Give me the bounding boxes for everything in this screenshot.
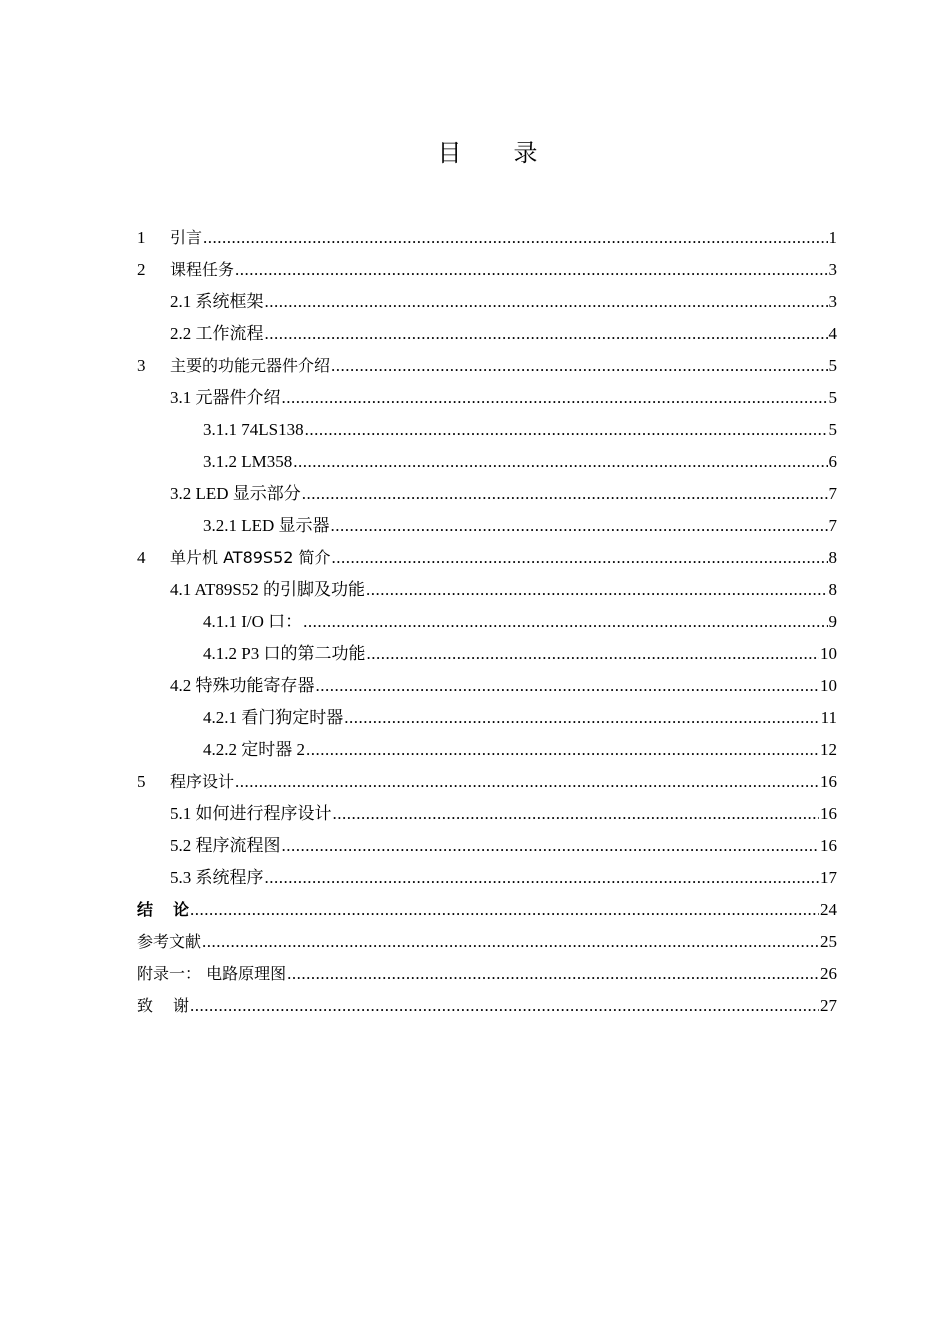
toc-entry-page: 25 [820,932,837,951]
toc-entry-page: 17 [820,868,837,887]
toc-leader-dots [287,958,819,990]
toc-entry-page: 10 [820,644,837,663]
toc-entry-number: 2 [137,260,146,279]
toc-entry-page: 11 [820,708,837,727]
toc-entry-4-2[interactable] [137,670,837,702]
toc-entry-label-char-1: 结 [137,900,154,919]
toc-entry-label: 3.1.1 74LS138 [203,420,304,439]
toc-entry-5-3[interactable] [137,862,837,894]
toc-entry-label: 3.2.1 LED 显示器 [203,516,330,535]
toc-entry-label-char-2: 谢 [173,996,190,1015]
toc-entry-page: 7 [828,516,837,535]
toc-leader-dots [282,382,828,414]
toc-entry-page: 5 [828,356,837,375]
toc-entry-page: 8 [828,580,837,599]
toc-entry-label: 4.2.1 看门狗定时器 [203,708,344,727]
toc-entry-label: 4.2 特殊功能寄存器 [170,676,315,695]
toc-entry-label: 4.1 AT89S52 的引脚及功能 [170,580,366,599]
toc-entry-page: 5 [828,420,837,439]
toc-entry-label: 5.1 如何进行程序设计 [170,804,332,823]
toc-entry-4-2-2[interactable] [137,734,837,766]
toc-leader-dots [302,478,828,510]
toc-entry-page: 5 [828,388,837,407]
toc-entry-4-1-1[interactable] [137,606,837,638]
toc-entry-number: 1 [137,228,146,247]
toc-leader-dots [331,510,828,542]
toc-entry-references[interactable] [137,926,837,958]
toc-leader-dots [333,798,820,830]
toc-entry-label: 附录一： 电路原理图 [137,964,287,983]
toc-entry-page: 12 [820,740,837,759]
toc-entry-label: 5.2 程序流程图 [170,836,281,855]
toc-entry-label-char-2: 论 [173,900,190,919]
toc-entry-3-2-1[interactable] [137,510,837,542]
toc-leader-dots [331,350,827,382]
toc-entry-1[interactable] [137,222,837,254]
toc-entry-page: 16 [820,836,837,855]
toc-entry-label: 2.1 系统框架 [170,292,264,311]
toc-entry-label: 4.2.2 定时器 2 [203,740,305,759]
toc-entry-5-2[interactable] [137,830,837,862]
toc-entry-number: 5 [137,772,146,791]
toc-leader-dots [344,702,819,734]
toc-entry-page: 24 [820,900,837,919]
toc-entry-label: 程序设计 [170,772,235,791]
toc-entry-label [137,894,189,926]
table-of-contents [137,222,837,1022]
toc-entry-label: 参考文献 [137,932,202,951]
toc-entry-label: 主要的功能元器件介绍 [170,356,331,375]
toc-leader-dots [265,286,828,318]
toc-entry-2-2[interactable] [137,318,837,350]
toc-leader-dots [306,734,819,766]
toc-entry-3-1-2[interactable] [137,446,837,478]
toc-leader-dots [282,830,820,862]
toc-entry-label: 3.1.2 LM358 [203,452,293,471]
toc-entry-page: 8 [828,548,837,567]
toc-entry-page: 4 [828,324,837,343]
toc-entry-page: 10 [820,676,837,695]
toc-leader-dots [202,926,819,958]
page-title [0,136,950,170]
toc-entry-label: 单片机 AT89S52 简介 [170,548,331,567]
toc-entry-5-1[interactable] [137,798,837,830]
toc-entry-number: 4 [137,548,146,567]
toc-entry-4[interactable] [137,542,837,574]
toc-entry-label: 2.2 工作流程 [170,324,264,343]
toc-entry-page: 27 [820,996,837,1015]
toc-entry-2-1[interactable] [137,286,837,318]
toc-entry-page: 9 [828,612,837,631]
toc-entry-3-1[interactable] [137,382,837,414]
toc-entry-label [137,990,189,1022]
toc-entry-label: 课程任务 [170,260,235,279]
toc-leader-dots [366,638,819,670]
toc-entry-page: 26 [820,964,837,983]
toc-leader-dots [366,574,827,606]
toc-entry-3[interactable] [137,350,837,382]
toc-leader-dots [235,254,827,286]
toc-entry-label: 4.1.2 P3 口的第二功能 [203,644,366,663]
toc-leader-dots [190,990,819,1022]
toc-entry-3-2[interactable] [137,478,837,510]
toc-entry-label: 3.2 LED 显示部分 [170,484,301,503]
toc-entry-label: 引言 [170,228,203,247]
toc-leader-dots [303,606,827,638]
toc-entry-label: 5.3 系统程序 [170,868,264,887]
toc-leader-dots [265,318,828,350]
toc-entry-4-2-1[interactable] [137,702,837,734]
toc-entry-page: 6 [828,452,837,471]
toc-leader-dots [203,222,827,254]
toc-entry-4-1-2[interactable] [137,638,837,670]
title-char-1: 目 [437,139,462,167]
toc-entry-page: 16 [820,804,837,823]
toc-entry-3-1-1[interactable] [137,414,837,446]
toc-entry-label: 3.1 元器件介绍 [170,388,281,407]
toc-entry-number: 3 [137,356,146,375]
toc-entry-conclusion[interactable] [137,894,837,926]
toc-leader-dots [293,446,827,478]
toc-entry-2[interactable] [137,254,837,286]
toc-entry-label: 4.1.1 I/O 口： [203,612,303,631]
toc-entry-5[interactable] [137,766,837,798]
toc-leader-dots [265,862,820,894]
toc-leader-dots [332,542,828,574]
toc-leader-dots [235,766,819,798]
toc-leader-dots [305,414,828,446]
toc-entry-page: 7 [828,484,837,503]
toc-entry-page: 3 [828,260,837,279]
toc-entry-label-char-1: 致 [137,996,154,1015]
toc-leader-dots [316,670,820,702]
toc-entry-page: 16 [820,772,837,791]
toc-entry-page: 1 [828,228,837,247]
toc-entry-acknowledgements[interactable] [137,990,837,1022]
title-char-2: 录 [513,139,538,167]
toc-entry-page: 3 [828,292,837,311]
toc-entry-appendix-1[interactable] [137,958,837,990]
toc-entry-4-1[interactable] [137,574,837,606]
toc-leader-dots [190,894,819,926]
